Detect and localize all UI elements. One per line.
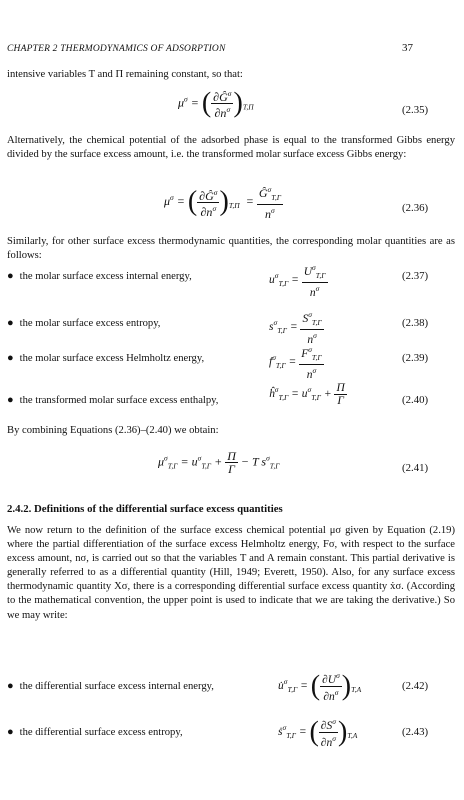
equation-number-2-37: (2.37) — [402, 270, 429, 282]
bullet-text: the molar surface excess Helmholtz energy, — [19, 353, 205, 364]
equation-number-2-36: (2.36) — [402, 202, 429, 214]
bullet-item-2-37 — [7, 270, 455, 282]
paragraph-3: Similarly, for other surface excess thermodynamic quantities, the corresponding molar quantities are as follows: — [7, 236, 455, 262]
equation-2-41: $\mu^\sigma_{T,\Gamma} = u^\sigma_{T,\Gamma}$ + $\frac{\Pi}{\Gamma}$ − T $s^\sigma_{T,\Gamma}$ — [158, 449, 280, 476]
bullet-icon: ● — [7, 726, 14, 738]
bullet-icon: ● — [7, 270, 14, 282]
equation-number-2-43: (2.43) — [402, 726, 429, 738]
bullet-item-2-38 — [7, 317, 455, 329]
equation-2-39: $f^\sigma_{T,\Gamma}$ = $\frac{F^\sigma_{T,\Gamma}}{n^\sigma}$ — [269, 345, 322, 381]
paragraph-4: By combining Equations (2.36)–(2.40) we obtain: — [7, 425, 219, 436]
equation-2-40: $ĥ^\sigma_{T,\Gamma} = u^\sigma_{T,\Gamma}$ + $\frac{\Pi}{\Gamma}$ — [269, 382, 345, 407]
equation-2-35: $\mu^\sigma$ = ( $\frac{\partial Ĝ^\sigma}{\partial n^\sigma}$ )$_{T,\Pi}$ — [178, 87, 254, 120]
equation-2-38: $s^\sigma_{T,\Gamma}$ = $\frac{S^\sigma_{T,\Gamma}}{n^\sigma}$ — [269, 310, 322, 346]
equation-2-36: $\mu^\sigma$ = ( $\frac{\partial Ĝ^\sigma}{\partial n^\sigma}$ )$_{T,\Pi}$ = $\frac{Ĝ^\sigma_{T,\Gamma}}{n^\sigma}$ — [164, 185, 281, 221]
bullet-text: the differential surface excess entropy, — [19, 727, 183, 738]
equation-2-37: $u^\sigma_{T,\Gamma}$ = $\frac{U^\sigma_{T,\Gamma}}{n^\sigma}$ — [269, 263, 326, 299]
equation-number-2-40: (2.40) — [402, 394, 429, 406]
equation-number-2-42: (2.42) — [402, 680, 429, 692]
bullet-item-2-43 — [7, 726, 455, 738]
page-number: 37 — [402, 42, 413, 54]
bullet-item-2-40 — [7, 394, 455, 406]
paragraph-5: We now return to the definition of the surface excess chemical potential μσ given by Equation (2.19) where the partial differentiation of the surface excess Helmholtz energy, Fσ, with respect to the surface excess amount, nσ, is carried out so that the variables T and A remain constant. This partial derivative is generally referred to as a differential quantity (Hill, 1949; Everett, 1950). Also, for any surface excess thermodynamic quantity Xσ, there is a corresponding differential surface excess quantity ẋσ. (According to the mathematical convention, the upper point is used to indicate that we are taking the derivative.) So we may write: — [7, 525, 455, 621]
equation-2-42: u̇$^\sigma_{T,\Gamma}$ = ( $\frac{\partial U^\sigma}{\partial n^\sigma}$ )$_{T,A}$ — [278, 670, 362, 703]
bullet-icon: ● — [7, 317, 14, 329]
bullet-item-2-42 — [7, 680, 455, 692]
running-head: CHAPTER 2 THERMODYNAMICS OF ADSORPTION — [7, 44, 226, 54]
section-heading: 2.4.2. Definitions of the differential surface excess quantities — [7, 503, 283, 515]
equation-number-2-39: (2.39) — [402, 352, 429, 364]
equation-number-2-41: (2.41) — [402, 462, 429, 474]
paragraph-2: Alternatively, the chemical potential of the adsorbed phase is equal to the transformed Gibbs energy divided by the surface excess amount, i.e. the transformed molar surface excess Gibbs energy: — [7, 135, 455, 161]
bullet-text: the transformed molar surface excess enthalpy, — [19, 395, 219, 406]
bullet-item-2-39 — [7, 352, 455, 364]
bullet-text: the differential surface excess internal energy, — [19, 681, 214, 692]
bullet-icon: ● — [7, 680, 14, 692]
bullet-icon: ● — [7, 394, 14, 406]
paragraph-1: intensive variables T and Π remaining constant, so that: — [7, 69, 243, 80]
bullet-text: the molar surface excess internal energy, — [19, 271, 192, 282]
bullet-icon: ● — [7, 352, 14, 364]
equation-number-2-35: (2.35) — [402, 104, 429, 116]
equation-number-2-38: (2.38) — [402, 317, 429, 329]
equation-2-43: ṡ$^\sigma_{T,\Gamma}$ = ( $\frac{\partial S^\sigma}{\partial n^\sigma}$ )$_{T,A}$ — [278, 716, 358, 749]
bullet-text: the molar surface excess entropy, — [19, 318, 161, 329]
